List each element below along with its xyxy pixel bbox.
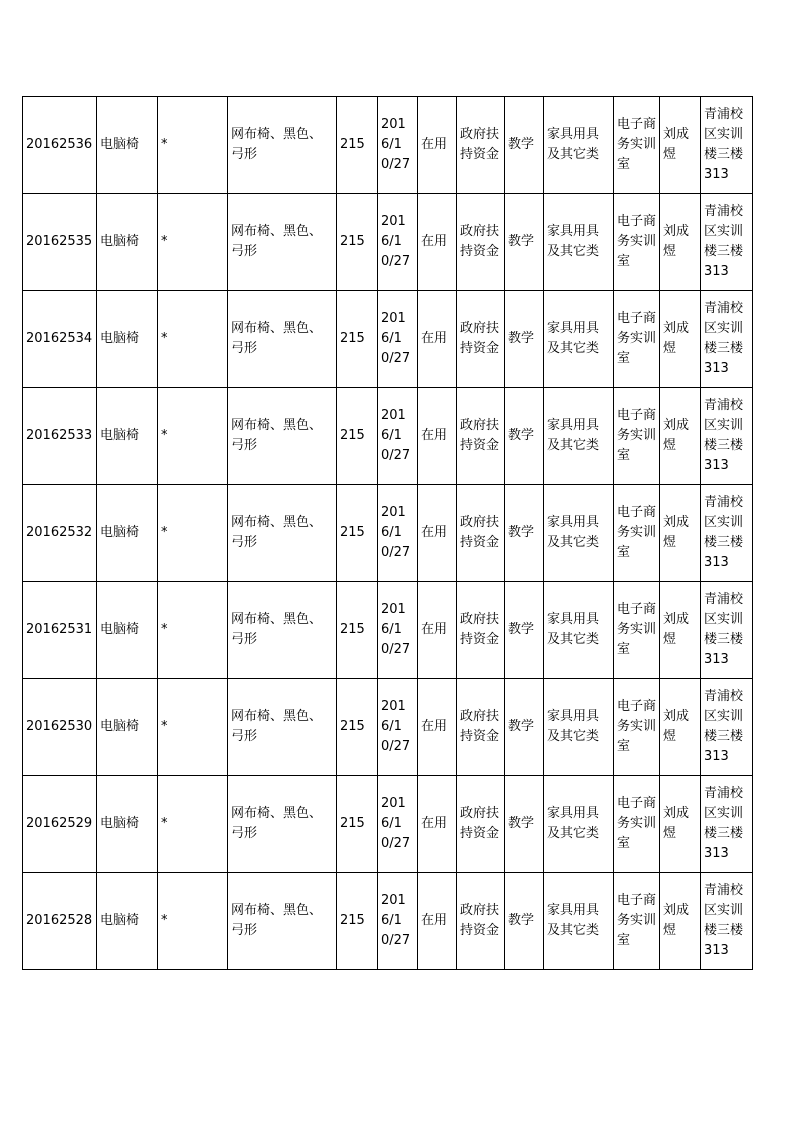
asset-spec-cell: 网布椅、黑色、弓形 [228, 679, 337, 776]
asset-category-cell: 家具用具及其它类 [544, 194, 614, 291]
department-cell: 电子商务实训室 [614, 873, 660, 970]
asset-name-cell: 电脑椅 [97, 873, 158, 970]
asset-mark-cell: * [158, 679, 228, 776]
asset-spec-cell: 网布椅、黑色、弓形 [228, 873, 337, 970]
table-row [23, 388, 753, 485]
department-cell: 电子商务实训室 [614, 485, 660, 582]
asset-price-cell: 215 [337, 776, 378, 873]
location-cell: 青浦校区实训楼三楼313 [701, 388, 753, 485]
asset-price-cell: 215 [337, 97, 378, 194]
fund-source-cell: 政府扶持资金 [457, 291, 505, 388]
asset-use-cell: 教学 [505, 582, 544, 679]
fund-source-cell: 政府扶持资金 [457, 582, 505, 679]
purchase-date-cell: 2016/10/27 [378, 679, 418, 776]
department-cell: 电子商务实训室 [614, 97, 660, 194]
asset-use-cell: 教学 [505, 679, 544, 776]
asset-use-cell: 教学 [505, 776, 544, 873]
asset-name-cell: 电脑椅 [97, 485, 158, 582]
asset-price-cell: 215 [337, 388, 378, 485]
asset-price-cell: 215 [337, 582, 378, 679]
asset-code-cell: 20162534 [23, 291, 97, 388]
asset-status-cell: 在用 [418, 291, 457, 388]
department-cell: 电子商务实训室 [614, 388, 660, 485]
asset-mark-cell: * [158, 485, 228, 582]
asset-code-cell: 20162532 [23, 485, 97, 582]
table-row [23, 873, 753, 970]
asset-price-cell: 215 [337, 194, 378, 291]
location-cell: 青浦校区实训楼三楼313 [701, 485, 753, 582]
keeper-cell: 刘成煜 [660, 485, 701, 582]
asset-name-cell: 电脑椅 [97, 679, 158, 776]
asset-status-cell: 在用 [418, 194, 457, 291]
purchase-date-cell: 2016/10/27 [378, 776, 418, 873]
asset-spec-cell: 网布椅、黑色、弓形 [228, 485, 337, 582]
asset-name-cell: 电脑椅 [97, 97, 158, 194]
asset-category-cell: 家具用具及其它类 [544, 679, 614, 776]
table-row [23, 776, 753, 873]
asset-table-body [23, 97, 753, 970]
table-row [23, 291, 753, 388]
asset-status-cell: 在用 [418, 873, 457, 970]
asset-category-cell: 家具用具及其它类 [544, 582, 614, 679]
department-cell: 电子商务实训室 [614, 582, 660, 679]
asset-name-cell: 电脑椅 [97, 776, 158, 873]
asset-price-cell: 215 [337, 291, 378, 388]
location-cell: 青浦校区实训楼三楼313 [701, 97, 753, 194]
asset-name-cell: 电脑椅 [97, 291, 158, 388]
asset-code-cell: 20162535 [23, 194, 97, 291]
asset-status-cell: 在用 [418, 485, 457, 582]
asset-price-cell: 215 [337, 485, 378, 582]
asset-category-cell: 家具用具及其它类 [544, 291, 614, 388]
keeper-cell: 刘成煜 [660, 194, 701, 291]
purchase-date-cell: 2016/10/27 [378, 873, 418, 970]
asset-status-cell: 在用 [418, 679, 457, 776]
location-cell: 青浦校区实训楼三楼313 [701, 194, 753, 291]
department-cell: 电子商务实训室 [614, 194, 660, 291]
fund-source-cell: 政府扶持资金 [457, 873, 505, 970]
asset-table [22, 96, 753, 970]
asset-category-cell: 家具用具及其它类 [544, 776, 614, 873]
asset-name-cell: 电脑椅 [97, 388, 158, 485]
asset-name-cell: 电脑椅 [97, 582, 158, 679]
location-cell: 青浦校区实训楼三楼313 [701, 679, 753, 776]
asset-mark-cell: * [158, 194, 228, 291]
asset-spec-cell: 网布椅、黑色、弓形 [228, 776, 337, 873]
department-cell: 电子商务实训室 [614, 679, 660, 776]
asset-code-cell: 20162533 [23, 388, 97, 485]
asset-mark-cell: * [158, 291, 228, 388]
asset-code-cell: 20162531 [23, 582, 97, 679]
purchase-date-cell: 2016/10/27 [378, 388, 418, 485]
asset-mark-cell: * [158, 97, 228, 194]
asset-use-cell: 教学 [505, 291, 544, 388]
keeper-cell: 刘成煜 [660, 582, 701, 679]
asset-spec-cell: 网布椅、黑色、弓形 [228, 388, 337, 485]
asset-mark-cell: * [158, 873, 228, 970]
asset-use-cell: 教学 [505, 97, 544, 194]
fund-source-cell: 政府扶持资金 [457, 194, 505, 291]
fund-source-cell: 政府扶持资金 [457, 388, 505, 485]
keeper-cell: 刘成煜 [660, 291, 701, 388]
asset-code-cell: 20162528 [23, 873, 97, 970]
asset-name-cell: 电脑椅 [97, 194, 158, 291]
asset-category-cell: 家具用具及其它类 [544, 485, 614, 582]
asset-use-cell: 教学 [505, 873, 544, 970]
asset-mark-cell: * [158, 388, 228, 485]
asset-price-cell: 215 [337, 679, 378, 776]
fund-source-cell: 政府扶持资金 [457, 776, 505, 873]
location-cell: 青浦校区实训楼三楼313 [701, 776, 753, 873]
location-cell: 青浦校区实训楼三楼313 [701, 873, 753, 970]
department-cell: 电子商务实训室 [614, 776, 660, 873]
department-cell: 电子商务实训室 [614, 291, 660, 388]
purchase-date-cell: 2016/10/27 [378, 485, 418, 582]
asset-code-cell: 20162530 [23, 679, 97, 776]
keeper-cell: 刘成煜 [660, 776, 701, 873]
location-cell: 青浦校区实训楼三楼313 [701, 291, 753, 388]
asset-status-cell: 在用 [418, 388, 457, 485]
fund-source-cell: 政府扶持资金 [457, 485, 505, 582]
asset-spec-cell: 网布椅、黑色、弓形 [228, 291, 337, 388]
fund-source-cell: 政府扶持资金 [457, 679, 505, 776]
keeper-cell: 刘成煜 [660, 679, 701, 776]
table-row [23, 582, 753, 679]
asset-mark-cell: * [158, 776, 228, 873]
asset-status-cell: 在用 [418, 582, 457, 679]
asset-code-cell: 20162536 [23, 97, 97, 194]
asset-status-cell: 在用 [418, 776, 457, 873]
keeper-cell: 刘成煜 [660, 388, 701, 485]
purchase-date-cell: 2016/10/27 [378, 582, 418, 679]
asset-category-cell: 家具用具及其它类 [544, 97, 614, 194]
asset-spec-cell: 网布椅、黑色、弓形 [228, 194, 337, 291]
fund-source-cell: 政府扶持资金 [457, 97, 505, 194]
asset-category-cell: 家具用具及其它类 [544, 388, 614, 485]
asset-code-cell: 20162529 [23, 776, 97, 873]
asset-status-cell: 在用 [418, 97, 457, 194]
purchase-date-cell: 2016/10/27 [378, 194, 418, 291]
table-row [23, 194, 753, 291]
asset-spec-cell: 网布椅、黑色、弓形 [228, 97, 337, 194]
asset-use-cell: 教学 [505, 388, 544, 485]
purchase-date-cell: 2016/10/27 [378, 291, 418, 388]
asset-use-cell: 教学 [505, 194, 544, 291]
asset-spec-cell: 网布椅、黑色、弓形 [228, 582, 337, 679]
location-cell: 青浦校区实训楼三楼313 [701, 582, 753, 679]
asset-category-cell: 家具用具及其它类 [544, 873, 614, 970]
asset-use-cell: 教学 [505, 485, 544, 582]
table-row [23, 485, 753, 582]
asset-price-cell: 215 [337, 873, 378, 970]
keeper-cell: 刘成煜 [660, 873, 701, 970]
purchase-date-cell: 2016/10/27 [378, 97, 418, 194]
table-row [23, 679, 753, 776]
asset-mark-cell: * [158, 582, 228, 679]
keeper-cell: 刘成煜 [660, 97, 701, 194]
table-row [23, 97, 753, 194]
